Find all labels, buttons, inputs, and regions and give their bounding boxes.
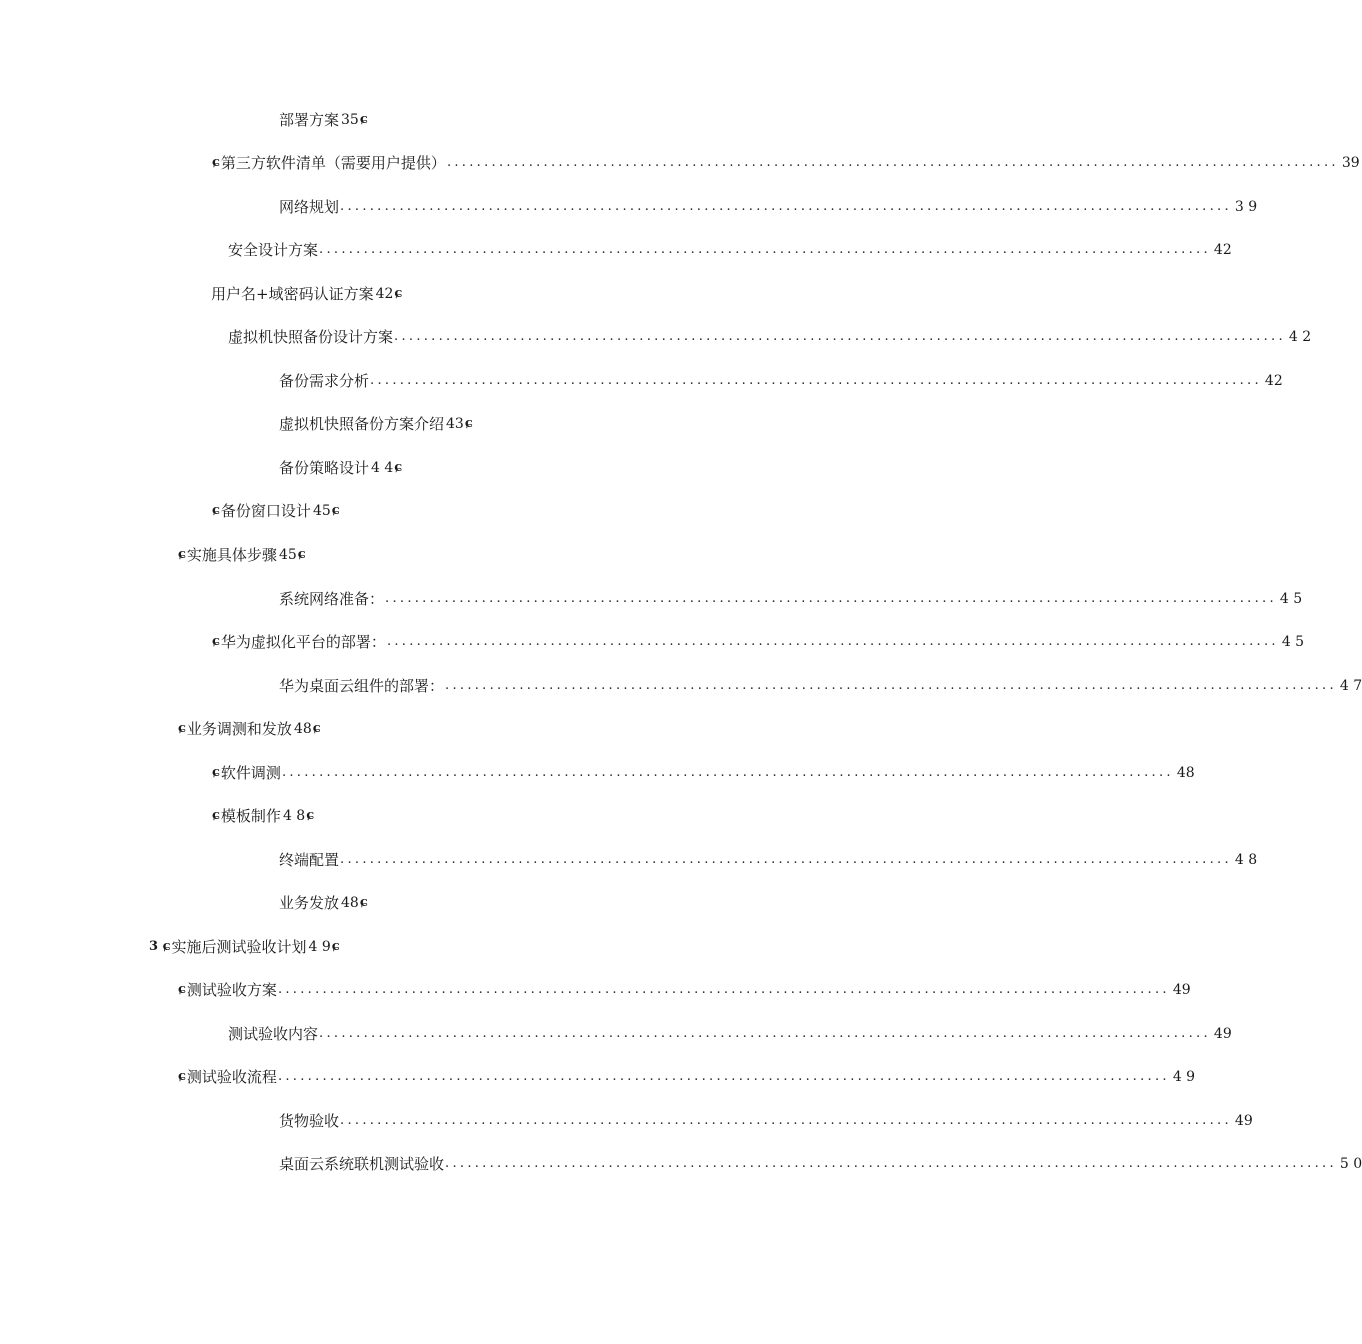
- toc-entry: [211, 760, 1195, 786]
- toc-dot-leader: ........................................................................................................................: [446, 155, 1339, 170]
- toc-entry: [211, 803, 315, 829]
- toc-entry-title: 实施后测试验收计划: [171, 938, 307, 956]
- toc-entry-page-number: 4 9: [1172, 1069, 1196, 1085]
- toc-entry-marker: ɕ: [178, 982, 186, 997]
- toc-entry-page-number: 35: [341, 112, 359, 128]
- toc-entry-marker: 3 ɕ: [149, 939, 171, 954]
- toc-entry-title: 系统网络准备：: [279, 590, 385, 608]
- toc-entry-page-number: 42: [375, 286, 394, 302]
- toc-entry-page-number: 4 2: [1288, 329, 1312, 345]
- toc-entry: [279, 586, 1303, 612]
- toc-entry-end-marker: ɕ: [331, 939, 340, 954]
- toc-entry: [279, 673, 1362, 699]
- toc-entry-end-marker: ɕ: [359, 112, 368, 127]
- toc-entry: [279, 107, 369, 133]
- toc-entry: [279, 455, 403, 481]
- toc-entry: [279, 890, 369, 916]
- toc-entry: [228, 237, 1232, 263]
- toc-entry: [211, 281, 403, 307]
- toc-entry-end-marker: ɕ: [297, 547, 306, 562]
- toc-dot-leader: ........................................................................................................................: [277, 982, 1170, 997]
- toc-entry-title: 华为虚拟化平台的部署：: [220, 633, 386, 651]
- toc-entry-page-number: 4 4: [371, 460, 394, 476]
- toc-entry: [228, 324, 1312, 350]
- toc-dot-leader: ........................................................................................................................: [385, 591, 1277, 606]
- toc-entry-page-number: 42: [1213, 242, 1232, 258]
- toc-entry: [279, 1151, 1362, 1177]
- toc-entry-page-number: 48: [293, 721, 312, 737]
- toc-entry-page-number: 4 7: [1339, 678, 1362, 694]
- toc-entry-page-number: 49: [1213, 1026, 1232, 1042]
- toc-entry-page-number: 42: [1264, 373, 1283, 389]
- toc-entry-page-number: 43: [446, 416, 464, 432]
- toc-entry-marker: ɕ: [178, 547, 186, 562]
- toc-entry: [177, 542, 307, 568]
- toc-entry-title: 备份需求分析: [279, 372, 370, 390]
- toc-entry-title: 虚拟机快照备份设计方案: [228, 328, 394, 346]
- toc-entry-title: 业务发放: [279, 894, 340, 912]
- toc-entry-page-number: 48: [341, 895, 359, 911]
- toc-dot-leader: ........................................................................................................................: [281, 765, 1174, 780]
- toc-entry-title: 桌面云系统联机测试验收: [279, 1155, 445, 1173]
- toc-entry-title: 用户名+域密码认证方案: [211, 285, 374, 303]
- toc-entry-page-number: 39: [1341, 155, 1360, 171]
- toc-entry-marker: ɕ: [212, 155, 220, 170]
- toc-entry-marker: ɕ: [178, 721, 186, 736]
- toc-entry-page-number: 4 8: [282, 808, 306, 824]
- toc-entry-page-number: 49: [1234, 1113, 1253, 1129]
- toc-entry-title: 货物验收: [279, 1112, 340, 1130]
- toc-entry: [177, 977, 1191, 1003]
- toc-entry: [177, 1064, 1196, 1090]
- toc-entry-title: 第三方软件清单（需要用户提供）: [220, 154, 446, 172]
- toc-entry-page-number: 49: [1172, 982, 1191, 998]
- toc-entry-marker: ɕ: [212, 634, 220, 649]
- toc-entry-title: 备份策略设计: [279, 459, 370, 477]
- toc-dot-leader: ........................................................................................................................: [445, 678, 1337, 693]
- toc-entry-title: 模板制作: [220, 807, 281, 825]
- toc-entry-page-number: 48: [1176, 765, 1195, 781]
- toc-entry-marker: ɕ: [178, 1069, 186, 1084]
- toc-entry: [211, 150, 1360, 176]
- toc-entry-page-number: 45: [312, 503, 331, 519]
- toc-entry-marker: ɕ: [212, 808, 220, 823]
- toc-entry-title: 测试验收方案: [186, 981, 277, 999]
- toc-entry-end-marker: ɕ: [306, 808, 315, 823]
- toc-entry: [279, 368, 1283, 394]
- toc-entry-page-number: 4 8: [1234, 852, 1258, 868]
- toc-dot-leader: ........................................................................................................................: [277, 1069, 1170, 1084]
- toc-entry-title: 网络规划: [279, 198, 340, 216]
- toc-entry-title: 虚拟机快照备份方案介绍: [279, 415, 445, 433]
- toc-entry-marker: ɕ: [212, 765, 220, 780]
- toc-entry: [228, 1021, 1232, 1047]
- toc-dot-leader: ........................................................................................................................: [340, 199, 1232, 214]
- toc-entry-title: 测试验收内容: [228, 1025, 319, 1043]
- toc-entry-end-marker: ɕ: [394, 460, 403, 475]
- toc-entry-page-number: 4 5: [1281, 634, 1305, 650]
- toc-entry: [211, 629, 1305, 655]
- toc-entry-title: 业务调测和发放: [186, 720, 292, 738]
- toc-entry: [279, 194, 1258, 220]
- toc-entry-end-marker: ɕ: [359, 895, 368, 910]
- toc-entry-title: 软件调测: [220, 764, 281, 782]
- toc-dot-leader: ........................................................................................................................: [445, 1156, 1337, 1171]
- toc-entry-page-number: 5 0: [1339, 1156, 1362, 1172]
- toc-entry-title: 实施具体步骤: [186, 546, 277, 564]
- toc-entry-page-number: 4 9: [308, 939, 331, 955]
- toc-entry: [177, 716, 322, 742]
- toc-entry-title: 终端配置: [279, 851, 340, 869]
- toc-entry-title: 部署方案: [279, 111, 340, 129]
- toc-entry-title: 测试验收流程: [186, 1068, 277, 1086]
- toc-entry: [148, 934, 341, 960]
- toc-dot-leader: ........................................................................................................................: [370, 373, 1262, 388]
- toc-entry-end-marker: ɕ: [312, 721, 321, 736]
- toc-entry: [279, 847, 1258, 873]
- toc-entry: [279, 411, 474, 437]
- toc-entry-page-number: 4 5: [1279, 591, 1303, 607]
- toc-entry-end-marker: ɕ: [394, 286, 403, 301]
- toc-dot-leader: ........................................................................................................................: [340, 1113, 1232, 1128]
- toc-dot-leader: ........................................................................................................................: [319, 1026, 1211, 1041]
- toc-entry-end-marker: ɕ: [464, 416, 473, 431]
- toc-entry-title: 安全设计方案: [228, 241, 319, 259]
- toc-entry-marker: ɕ: [212, 503, 220, 518]
- toc-dot-leader: ........................................................................................................................: [394, 329, 1286, 344]
- toc-entry-title: 备份窗口设计: [220, 502, 311, 520]
- toc-entry: [279, 1108, 1253, 1134]
- toc-entry-page-number: 45: [278, 547, 297, 563]
- toc-dot-leader: ........................................................................................................................: [340, 852, 1232, 867]
- toc-entry-page-number: 3 9: [1234, 199, 1258, 215]
- toc-dot-leader: ........................................................................................................................: [319, 242, 1211, 257]
- toc-dot-leader: ........................................................................................................................: [386, 634, 1279, 649]
- toc-entry-end-marker: ɕ: [331, 503, 340, 518]
- toc-entry: [211, 498, 341, 524]
- toc-entry-title: 华为桌面云组件的部署：: [279, 677, 445, 695]
